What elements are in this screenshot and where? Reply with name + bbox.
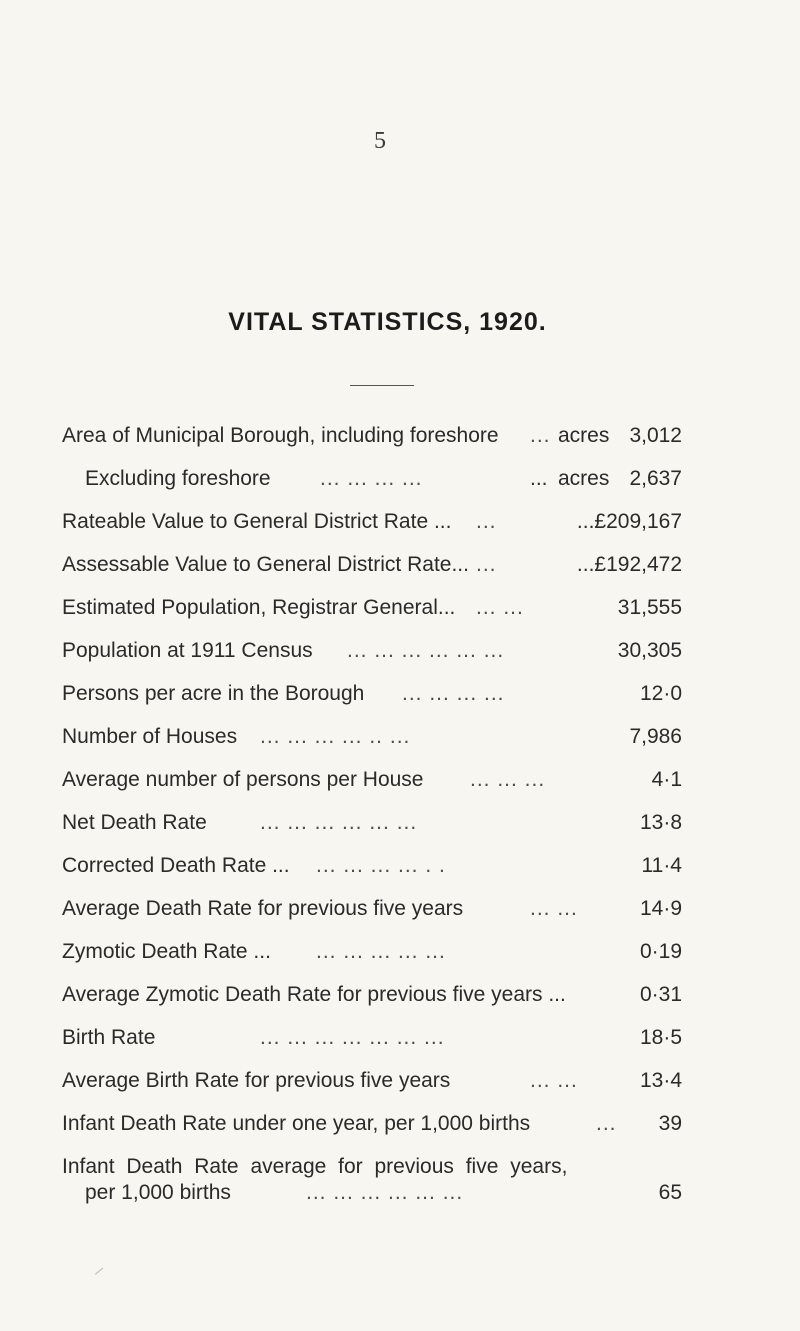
stat-label: Average number of persons per House <box>62 768 424 791</box>
stat-row-number-of-houses <box>0 720 800 754</box>
stat-value: 13·4 <box>639 1069 682 1092</box>
stat-label: per 1,000 births <box>85 1181 231 1204</box>
stat-label: Rateable Value to General District Rate ... <box>62 510 452 533</box>
stat-value: 2,637 <box>629 467 682 490</box>
leader-dots: ... ... ... ... ... ... <box>306 1181 464 1204</box>
title-divider <box>350 385 414 386</box>
stat-label: Assessable Value to General District Rate... <box>62 553 469 576</box>
leader-dots-2: ... <box>530 467 548 490</box>
stat-row-avg-death-rate <box>0 892 800 926</box>
stat-label: Persons per acre in the Borough <box>62 682 365 705</box>
leader-dots: ... <box>476 510 497 533</box>
stat-value: 7,986 <box>629 725 682 748</box>
stat-label: Number of Houses <box>62 725 238 748</box>
stat-row-infant-death-rate-avg-cont <box>0 1176 800 1210</box>
stat-row-area <box>0 419 800 453</box>
stat-value: 11·4 <box>641 854 682 877</box>
stat-row-net-death-rate <box>0 806 800 840</box>
stat-value: 13·8 <box>639 811 682 834</box>
leader-dots: ... ... ... ... <box>402 682 505 705</box>
stat-value: 0·19 <box>639 940 682 963</box>
stat-row-avg-zymotic-death-rate <box>0 978 800 1012</box>
stat-label: Zymotic Death Rate ... <box>62 940 271 963</box>
stat-row-birth-rate <box>0 1021 800 1055</box>
stat-row-avg-birth-rate <box>0 1064 800 1098</box>
stat-value: 4·1 <box>651 768 682 791</box>
stat-label: Infant Death Rate average for previous five years, <box>62 1155 568 1178</box>
stat-label: Average Zymotic Death Rate for previous five years ... <box>62 983 566 1006</box>
leader-dots: ... ... ... ... . . <box>316 854 446 877</box>
stat-label: Population at 1911 Census <box>62 639 313 662</box>
stat-row-estimated-population <box>0 591 800 625</box>
page-number: 5 <box>374 128 386 154</box>
stat-row-corrected-death-rate <box>0 849 800 883</box>
stat-label: Average Birth Rate for previous five years <box>62 1069 451 1092</box>
stat-row-excluding-foreshore <box>0 462 800 496</box>
stat-unit: acres <box>558 467 610 490</box>
stat-row-persons-per-acre <box>0 677 800 711</box>
leader-dots: ... ... <box>530 1069 578 1092</box>
stat-row-assessable-value <box>0 548 800 582</box>
leader-dots: ... <box>476 553 497 576</box>
stat-value: 39 <box>658 1112 682 1135</box>
stat-value: 3,012 <box>629 424 682 447</box>
stat-label: Excluding foreshore <box>85 467 271 490</box>
leader-dots: ... ... <box>530 897 578 920</box>
stat-unit: acres <box>558 424 610 447</box>
page-title: VITAL STATISTICS, 1920. <box>228 308 547 336</box>
stat-value: 18·5 <box>639 1026 682 1049</box>
stat-label: Birth Rate <box>62 1026 156 1049</box>
stat-row-persons-per-house <box>0 763 800 797</box>
stat-value: 30,305 <box>617 639 682 662</box>
stat-row-rateable-value <box>0 505 800 539</box>
stray-paper-mark <box>95 1268 107 1280</box>
stat-row-census-population <box>0 634 800 668</box>
leader-dots: ... ... ... ... .. ... <box>260 725 411 748</box>
leader-dots: ... <box>596 1112 617 1135</box>
leader-dots: ... ... <box>476 596 524 619</box>
stat-label: Estimated Population, Registrar General... <box>62 596 456 619</box>
leader-dots: ... ... ... ... ... ... <box>260 811 418 834</box>
stat-value: ...£209,167 <box>576 510 682 533</box>
stat-label: Net Death Rate <box>62 811 207 834</box>
leader-dots: ... <box>530 424 551 447</box>
stat-label: Area of Municipal Borough, including foreshore <box>62 424 499 447</box>
leader-dots: ... ... ... ... ... ... ... <box>260 1026 445 1049</box>
stat-value: ...£192,472 <box>576 553 682 576</box>
stat-row-infant-death-rate <box>0 1107 800 1141</box>
stat-value: 12·0 <box>639 682 682 705</box>
stat-row-zymotic-death-rate <box>0 935 800 969</box>
leader-dots: ... ... ... ... ... <box>316 940 446 963</box>
leader-dots: ... ... ... <box>470 768 546 791</box>
leader-dots: ... ... ... ... ... ... <box>347 639 505 662</box>
stat-value: 31,555 <box>617 596 682 619</box>
stat-label: Corrected Death Rate ... <box>62 854 290 877</box>
stat-value: 14·9 <box>639 897 682 920</box>
leader-dots: ... ... ... ... <box>320 467 423 490</box>
stat-label: Average Death Rate for previous five years <box>62 897 464 920</box>
stat-value: 0·31 <box>639 983 682 1006</box>
stat-value: 65 <box>658 1181 682 1204</box>
stat-label: Infant Death Rate under one year, per 1,000 births <box>62 1112 531 1135</box>
